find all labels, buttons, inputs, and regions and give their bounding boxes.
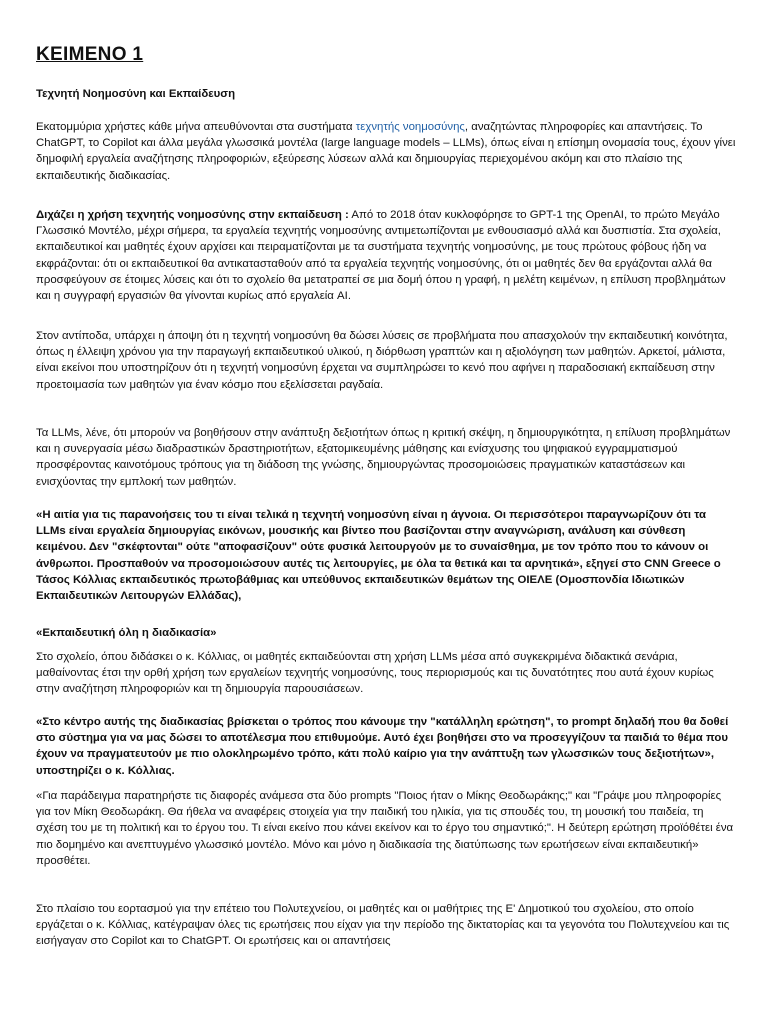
- paragraph-controversy-text: Από το 2018 όταν κυκλοφόρησε το GPT-1 της OpenAI, το πρώτο Μεγάλο Γλωσσικό Μοντέλο, μέχρι σήμερα, τα εργαλεία τεχνητής νοημοσύνης αντιμετωπίζονται με ενθουσιασμό αλλά και δυσπιστία. Στα σχολεία, εκπαιδευτικοί και μαθητές έχουν αρχίσει και πειραματίζονται με τα συστήματα τεχνητής νοημοσύνης, με τους πρώτους φόβους ήδη να εκφράζονται: ότι οι εκπαιδευτικοί θα αντικατασταθούν από τα εργαλεία τεχνητής νοημοσύνης, ότι οι μαθητές δεν θα εργάζονται αλλά θα προσφεύγουν σε έτοιμες λύσεις και ότι το σχολείο θα μετατραπεί σε μια δομή όπου η γραφή, η μελέτη κειμένων, η επίλυση προβλημάτων και η συγγραφή εργασιών θα γίνονται κυρίως από εργαλεία AI.: [36, 209, 726, 303]
- ai-link[interactable]: τεχνητής νοημοσύνης: [355, 121, 465, 133]
- paragraph-intro: [36, 119, 736, 184]
- paragraph-intro-before: Εκατομμύρια χρήστες κάθε μήνα απευθύνονται στα συστήματα: [36, 121, 356, 133]
- paragraph-counterpoint: Στον αντίποδα, υπάρχει η άποψη ότι η τεχνητή νοημοσύνη θα δώσει λύσεις σε προβλήματα που απασχολούν την εκπαιδευτική κοινότητα, όπως η έλλειψη χρόνου για την παραγωγή εκπαιδευτικού υλικού, η διόρθωση γραπτών και η αξιολόγηση των μαθητών. Αρκετοί, μάλιστα, είναι εκείνοι που υποστηρίζουν ότι η τεχνητή νοημοσύνη έρχεται να συμπληρώσει το κενό που αφήνει η παραδοσιακή εκπαίδευση στην προετοιμασία των μαθητών για έναν κόσμο που εξελίσσεται ραγδαία.: [36, 330, 728, 391]
- document-title: ΚΕΙΜΕΝΟ 1: [36, 44, 144, 65]
- paragraph-example-prompts: «Για παράδειγμα παρατηρήστε τις διαφορές ανάμεσα στα δύο prompts "Ποιος ήταν ο Μίκης Θεοδωράκης;" και "Γράψε μου πληροφορίες για τον Μίκη Θεοδωράκη. Θα ήθελα να αναφέρεις στοιχεία για την παιδική του ηλικία, για τις σπουδές του, τη μουσική του παιδεία, τη σχέση του με τη πολιτική και το έργου του. Τι είναι εκείνο που κάνει εκείνον και το έργο του σημαντικό;". Η δεύτερη ερώτηση προϊόθέτει ένα πιο δομημένο και ανεπτυγμένο γλωσσικό μοντέλο. Μόνο και μόνο η διαδικασία της διατύπωσης των ερωτήσεων είναι εκπαιδευτική» προσθέτει.: [36, 790, 734, 867]
- paragraph-llm-skills: Τα LLMs, λένε, ότι μπορούν να βοηθήσουν στην ανάπτυξη δεξιοτήτων όπως η κριτική σκέψη, η δημιουργικότητα, η επίλυση προβλημάτων και η συνεργασία μέσω διαδραστικών δραστηριοτήτων, εξατομικευμένης μάθησης και ενίσχυσης του ψηφιακού εγγραμματισμού προσφέροντας καινοτόμους τρόπους για τη διάδοση της γνώσης, δημιουργώντας προσομοιώσεις πραγματικών καταστάσεων και ενισχύοντας την εμπλοκή των μαθητών.: [36, 427, 731, 488]
- paragraph-polytechnic: Στο πλαίσιο του εορτασμού για την επέτειο του Πολυτεχνείου, οι μαθητές και οι μαθήτριες της Ε' Δημοτικού του σχολείου, στο οποίο εργάζεται ο κ. Κόλλιας, κατέγραψαν όλες τις ερωτήσεις που είχαν για την περίοδο της δικτατορίας και τα γεγονότα του Πολυτεχνείου και τις εισήγαγαν στο Copilot και το ChatGPT. Οι ερωτήσεις και οι απαντήσεις: [36, 903, 730, 948]
- paragraph-intro-after: , αναζητώντας πληροφορίες και απαντήσεις. Το ChatGPT, το Copilot και άλλα μεγάλα γλωσσικά μοντέλα (large language models – LLMs), όπως είναι η επίσημη ονομασία τους, έχουν γίνει δημοφιλή εργαλεία αναζήτησης πληροφοριών, εξεύρεσης λύσεων αλλά και δημιουργίας περιεχομένου ακόμη και στο πλαίσιο της εκπαιδευτικής διαδικασίας.: [36, 121, 736, 182]
- paragraph-school-scenarios: Στο σχολείο, όπου διδάσκει ο κ. Κόλλιας, οι μαθητές εκπαιδεύονται στη χρήση LLMs μέσα από συγκεκριμένα διδακτικά σενάρια, μαθαίνοντας έτσι την ορθή χρήση των εργαλείων τεχνητής νοημοσύνης, τους περιορισμούς και τις δυνατότητες που αυτά έχουν κυρίως στην αναζήτηση πληροφοριών και τη δημιουργία παρουσιάσεων.: [36, 651, 714, 696]
- section-heading-educational: «Εκπαιδευτική όλη η διαδικασία»: [36, 627, 217, 639]
- paragraph-quote-prompt: «Στο κέντρο αυτής της διαδικασίας βρίσκεται ο τρόπος που κάνουμε την "κατάλληλη ερώτηση", το prompt δηλαδή που θα δοθεί στο σύστημα για να μας δώσει το αποτέλεσμα που επιθυμούμε. Αυτό έχει βοηθήσει στο να προσεγγίζουν τα παιδιά το θέμα που έχουν να πραγματευτούν με πιο ολοκληρωμένο τρόπο, κάτι πολύ καίριο για την ανάπτυξη των γλωσσικών τους δεξιοτήτων», υποστηρίζει ο κ. Κόλλιας.: [36, 716, 729, 777]
- paragraph-quote-ignorance: «Η αιτία για τις παρανοήσεις του τι είναι τελικά η τεχνητή νοημοσύνη είναι η άγνοια. Οι περισσότεροι παραγνωρίζουν ότι τα LLMs είναι εργαλεία δημιουργίας εικόνων, μουσικής και βίντεο που βασίζονται στην αναγνώριση, ανάλυση και σύνθεση κειμένου. Δεν "σκέφτονται" ούτε "αποφασίζουν" ούτε φυσικά λειτουργούν με το συναίσθημα, με τον τρόπο που το κάνουν οι άνθρωποι. Προσπαθούν να προσομοιώσουν αυτές τις λειτουργίες, με όλα τα θετικά και τα αρνητικά», εξηγεί στο CNN Greece ο Τάσος Κόλλιας εκπαιδευτικός πρωτοβάθμιας και υπεύθυνος εκπαιδευτικών θεμάτων της ΟΙΕΛΕ (Ομοσπονδία Ιδιωτικών Εκπαιδευτικών Λειτουργών Ελλάδας),: [36, 509, 721, 603]
- paragraph-controversy: [36, 207, 736, 304]
- paragraph-controversy-lead: Διχάζει η χρήση τεχνητής νοημοσύνης στην εκπαίδευση :: [36, 209, 349, 221]
- document-subtitle: Τεχνητή Νοημοσύνη και Εκπαίδευση: [36, 88, 236, 100]
